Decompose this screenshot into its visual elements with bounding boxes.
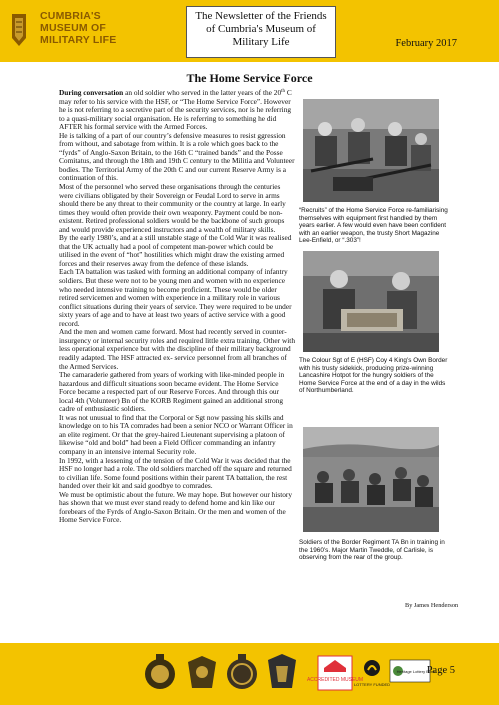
regimental-badge-icon	[145, 654, 175, 689]
page-number: Page 5	[426, 665, 455, 676]
lead-text: During conversation	[59, 88, 124, 97]
paragraph-text: an old soldier who served in the latter years of the 20	[123, 88, 282, 97]
article-title: The Home Service Force	[186, 71, 313, 85]
regimental-badge-icon	[188, 656, 216, 688]
accredited-label: ACCREDITED MUSEUM	[306, 677, 364, 683]
paragraph: The camaraderie gathered from years of working with like-minded people in hazardous and difficult situations soon became evident. The Home Service Force became a respected part of our Reserve Forces. And through this our local 4th (Volunteer) Bn of the KORB Regiment gained an additional strong cadre of enthusiastic soldiers.	[59, 370, 285, 414]
paragraph	[59, 89, 295, 132]
brand-line: CUMBRIA'S	[40, 10, 101, 22]
newsletter-title-box	[186, 6, 336, 58]
newsletter-line: The Newsletter of the Friends	[195, 10, 327, 22]
paragraph: He is talking of a part of our country’s defensive measures to resist ggression from without, and sabotage from within. It is a role which goes back to the “fyrds” of Anglo-Saxon Britain, to the 16th C “trained bands” and the Posse Comitatus, and through the 18th and 19th C century to the Militia and Volunteer bodies. The Territorial Army of the 20th C and our current Reserve Army is a continuation of this.	[59, 130, 295, 183]
museum-brand	[40, 10, 140, 46]
paragraph: Most of the personnel who served these organisations through the centuries were civilians obligated by their Sovereign or Feudal Lord to serve in arms should there be any threat to their community or the country at large. In early times they would often provide their own weaponry. Payment could be non-existent. Retired professional soldiers would be the backbone of such groups and would provide experienced instructors and a wealth of military skills.	[59, 182, 286, 234]
superscript: th	[281, 89, 286, 94]
heritage-label: Heritage Lottery Fund	[396, 669, 436, 674]
photo-caption: Soldiers of the Border Regiment TA Bn in training in the 1960’s. Major Martin Tweddle, of Carlisle, is observing from the rear of the group.	[299, 539, 445, 562]
newsletter-line: Military Life	[232, 36, 290, 48]
paragraph: In 1992, with a lessening of the tension of the Cold War it was decided that the HSF no longer had a role. The old soldiers marched off the square and returned to civilian life. Some found positions within their parent TA battalion, the rest handed over their kit and said goodbye to comrades.	[59, 455, 292, 491]
photo-soldiers-with-rifles	[303, 99, 439, 202]
lottery-label: LOTTERY FUNDED	[353, 682, 391, 687]
photo-colour-sgt-cooking	[303, 251, 439, 352]
paragraph: We must be optimistic about the future. We may hope. But however our history has shown that we must ever stand ready to defend home and kin like our forebears of the Fyrds of Anglo-Saxon Britain. Or the men and women of the Home Service Force.	[59, 489, 293, 525]
issue-date: February 2017	[395, 38, 457, 49]
footer-logos	[140, 648, 440, 696]
paragraph-text: C may refer to his service with the HSF, or “The Home Service Force”. However he is not referring to a secretive part of the security services, nor is he referring to a quasi-military social organisation. He is referring to something he did AFTER his formal service with the Armed Forces.	[59, 88, 292, 132]
article-body	[59, 89, 295, 525]
regimental-badge-icon	[227, 654, 257, 689]
paragraph: Each TA battalion was tasked with forming an additional company of infantry soldiers. But these were not to be young men and women with no experience who needed intensive training to become proficient. These would be older retired servicemen and women with experience in a military role in various conflict situations during their years of service. They were required to be under sixty years of age and to have at least two years of active service with a good record.	[59, 267, 292, 328]
paragraph: And the men and women came forward. Most had recently served in counter-insurgency or internal security roles and required little extra training. Other with less operational experience but with the discipline of their military background readily adapted. The HSF attracted ex- service personnel from all branches of the Armed Services.	[59, 327, 296, 371]
paragraph: By the early 1980’s, and at a still unstable stage of the Cold War it was realised that the UK actually had a pool of competent man-power which could be utilised in the event of “hot” hostilities which might draw the existing armed forces and their reserves away from the defence of these islands.	[59, 233, 292, 268]
photo-border-regiment-training	[303, 427, 439, 532]
regimental-badge-icon	[268, 654, 296, 688]
brand-line: MUSEUM OF	[40, 22, 106, 34]
photo-caption: The Colour Sgt of E (HSF) Coy 4 King’s Own Border with his trusty sidekick, producing prize-winning Lancashire Hotpot for the hungry soldiers of the Home Service Force at the end of a day in the wilds of Northumberland.	[299, 357, 448, 395]
author-byline: By James Henderson	[405, 602, 459, 609]
newsletter-line: of Cumbria's Museum of	[206, 23, 316, 35]
paragraph: It was not unusual to find that the Corporal or Sgt now passing his skills and knowledge on to his TA comrades had been a senior NCO or Warrant Officer in an elite regiment. Or that the grey-haired Lieutenant supervising a platoon of likewise “old and bold” had been a Field Officer commanding an infantry company in an intensive internal Security role.	[59, 412, 293, 456]
photo-caption: “Recruits” of the Home Service Force re-familiarising themselves with equipment first handled by them years earlier. A few would even have been confident with an earlier weapon, the trusty Short Magazine Lee-Enfield, or “.303”!	[299, 207, 448, 245]
lottery-fund-icon	[354, 660, 390, 687]
brand-line: MILITARY LIFE	[40, 34, 117, 46]
